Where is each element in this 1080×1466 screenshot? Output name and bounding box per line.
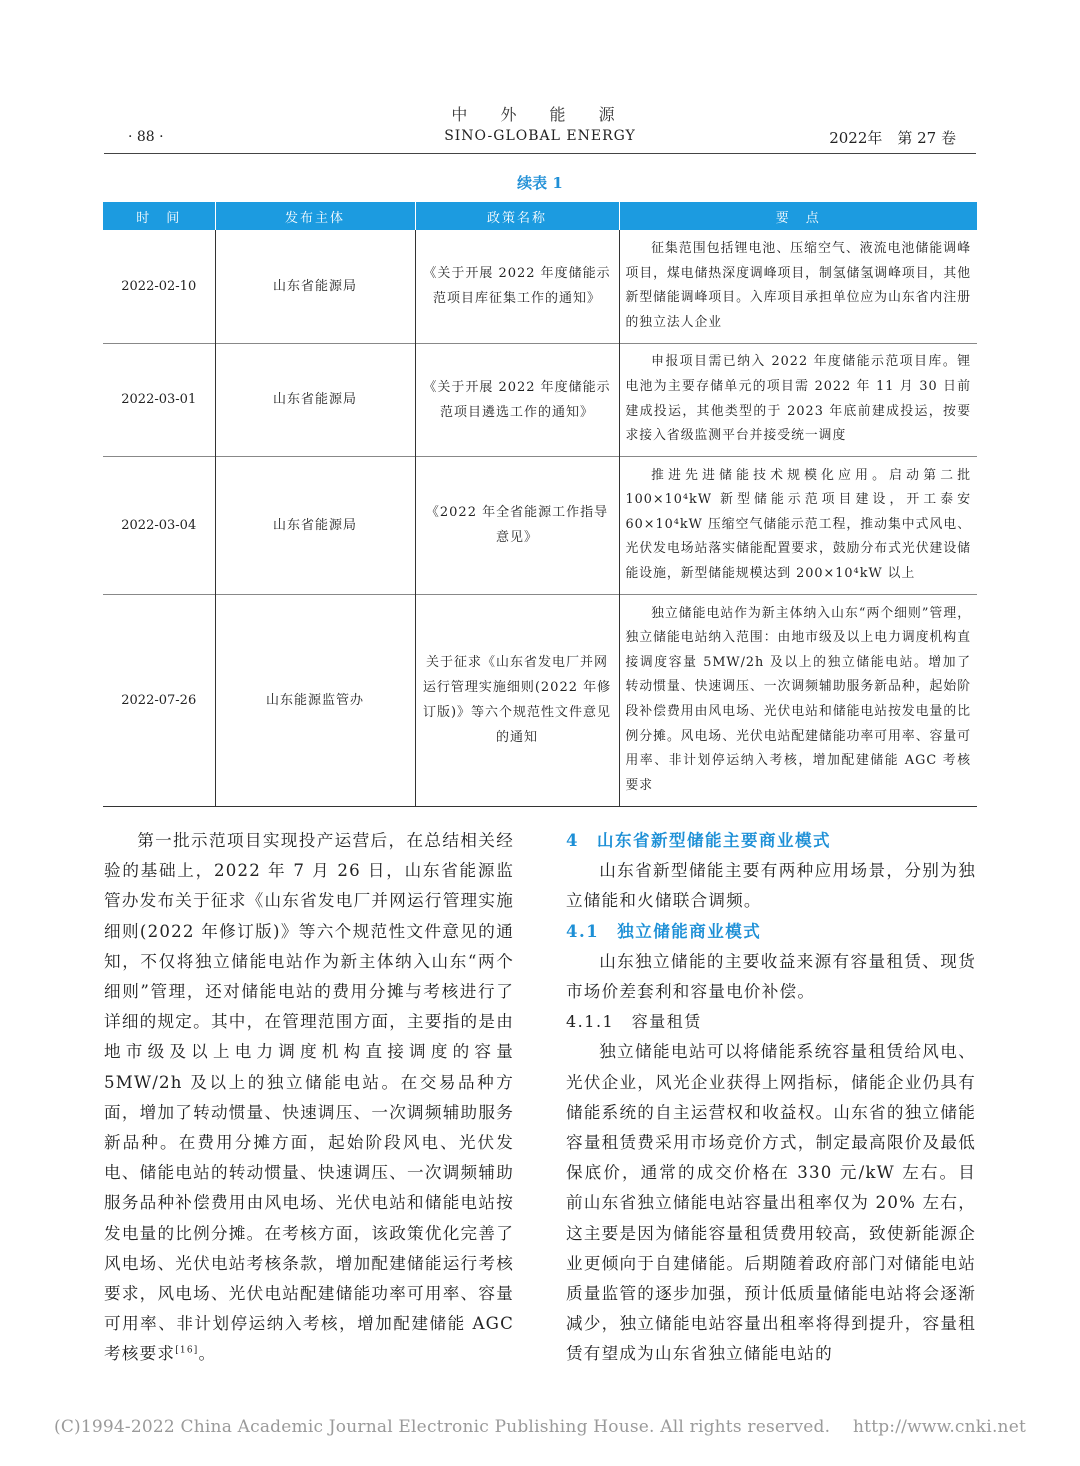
page-header: [104, 100, 976, 154]
cell-points: [619, 230, 977, 343]
copyright-footer: (C)1994-2022 China Academic Journal Electronic Publishing House. All rights reserved. http://www.cnki.net: [54, 1417, 1026, 1437]
citation-ref: [16]: [175, 1345, 199, 1356]
cell-policy: 《关于开展 2022 年度储能示范项目遴选工作的通知》: [415, 343, 619, 456]
cell-issuer: 山东省能源局: [215, 230, 415, 343]
cell-points-text: 推进先进储能技术规模化应用。启动第二批 100×10⁴kW 新型储能示范项目建设，开工泰安 60×10⁴kW 压缩空气储能示范工程，推动集中式风电、光伏发电场站落实储能配置要求，鼓励分布式光伏建设储能设施，新型储能规模达到 200×10⁴kW 以上: [625, 467, 971, 581]
cell-issuer: 山东能源监管办: [215, 594, 415, 806]
cell-issuer: 山东省能源局: [215, 456, 415, 594]
section-4-1-1-title: 4.1.1 容量租赁: [566, 1012, 702, 1032]
column-header-policy: 政策名称: [415, 202, 619, 230]
cell-points-text: 征集范围包括锂电池、压缩空气、液流电池储能调峰项目，煤电储热深度调峰项目，制氢储氢调峰项目，其他新型储能调峰项目。入库项目承担单位应为山东省内注册的独立法人企业: [625, 241, 971, 330]
table-row: [103, 230, 977, 343]
table-header-row: [103, 202, 977, 230]
cell-points-text: 独立储能电站作为新主体纳入山东“两个细则”管理，独立储能电站纳入范围：由地市级及以上电力调度机构直接调度容量 5MW/2h 及以上的独立储能电站。增加了转动惯量、快速调压、一次调频辅助服务新品种，起始阶段补偿费用由风电场、光伏电站和储能电站按发电量的比例分摊。风电场、光伏电站配建储能功率可用率、容量可用率、非计划停运纳入考核，增加配建储能 AGC 考核要求: [625, 605, 971, 793]
cell-date: 2022-03-04: [103, 456, 215, 594]
table-row: [103, 594, 977, 806]
right-column: [566, 826, 976, 1370]
section-4-1-1-paragraph: 独立储能电站可以将储能系统容量租赁给风电、光伏企业，风光企业获得上网指标，储能企业仍具有储能系统的自主运营权和收益权。山东省的独立储能容量租赁费采用市场竞价方式，制定最高限价及最低保底价，通常的成交价格在 330 元/kW 左右。目前山东省独立储能电站容量出租率仅为 20% 左右，这主要是因为储能容量租赁费用较高，致使新能源企业更倾向于自建储能。后期随着政府部门对储能电站质量监管的逐步加强，预计低质量储能电站将会逐渐减少，独立储能电站容量出租率将得到提升，容量租赁有望成为山东省独立储能电站的: [566, 1042, 976, 1364]
header-rule: [104, 153, 976, 154]
paragraph-text: 第一批示范项目实现投产运营后，在总结相关经验的基础上，2022 年 7 月 26 日，山东省能源监管办发布关于征求《山东省发电厂并网运行管理实施细则(2022 年修订版)》等六个规范性文件意见的通知，不仅将独立储能电站作为新主体纳入山东“两个细则”管理，还对储能电站的费用分摊与考核进行了详细的规定。其中，在管理范围方面，主要指的是由地市级及以上电力调度机构直接调度的容量 5MW/2h 及以上的独立储能电站。在交易品种方面，增加了转动惯量、快速调压、一次调频辅助服务新品种。在费用分摊方面，起始阶段风电、光伏发电、储能电站的转动惯量、快速调压、一次调频辅助服务品种补偿费用由风电场、光伏电站和储能电站按发电量的比例分摊。在考核方面，该政策优化完善了风电场、光伏电站考核条款，增加配建储能运行考核要求，风电场、光伏电站配建储能功率可用率、容量可用率、非计划停运纳入考核，增加配建储能 AGC 考核要求: [104, 831, 514, 1364]
left-column: [104, 826, 514, 1370]
cell-issuer: 山东省能源局: [215, 343, 415, 456]
cell-policy: 《2022 年全省能源工作指导意见》: [415, 456, 619, 594]
column-header-date: 时 间: [103, 202, 215, 230]
cell-points: [619, 343, 977, 456]
cell-policy: 关于征求《山东省发电厂并网运行管理实施细则(2022 年修订版)》等六个规范性文件意见的通知: [415, 594, 619, 806]
column-header-issuer: 发布主体: [215, 202, 415, 230]
body-paragraph: [104, 826, 514, 1370]
column-header-points: 要 点: [619, 202, 977, 230]
page-number: · 88 ·: [128, 129, 164, 145]
section-4-title: 4 山东省新型储能主要商业模式: [566, 831, 831, 850]
journal-title-cn: 中 外 能 源: [451, 105, 629, 124]
cell-points: [619, 456, 977, 594]
policy-table: [103, 202, 977, 807]
cell-date: 2022-02-10: [121, 278, 197, 294]
table-caption: 续表 1: [517, 174, 563, 192]
table-row: [103, 456, 977, 594]
table-row: [103, 343, 977, 456]
issue-info: 2022年 第 27 卷: [829, 129, 956, 147]
section-4-paragraph: 山东省新型储能主要有两种应用场景，分别为独立储能和火储联合调频。: [566, 861, 976, 911]
journal-title-en: SINO-GLOBAL ENERGY: [444, 128, 636, 144]
section-4-1-title: 4.1 独立储能商业模式: [566, 921, 762, 941]
cell-points: [619, 594, 977, 806]
cell-policy: 《关于开展 2022 年度储能示范项目库征集工作的通知》: [415, 230, 619, 343]
cell-date: 2022-07-26: [103, 594, 215, 806]
cell-points-text: 申报项目需已纳入 2022 年度储能示范项目库。锂电池为主要存储单元的项目需 2022 年 11 月 30 日前建成投运，其他类型的于 2023 年底前建成投运，按要求接入省级监测平台并接受统一调度: [625, 354, 971, 444]
paragraph-end: 。: [198, 1344, 217, 1364]
cell-date: 2022-03-01: [103, 343, 215, 456]
section-4-1-paragraph: 山东独立储能的主要收益来源有容量租赁、现货市场价差套利和容量电价补偿。: [566, 951, 976, 1002]
